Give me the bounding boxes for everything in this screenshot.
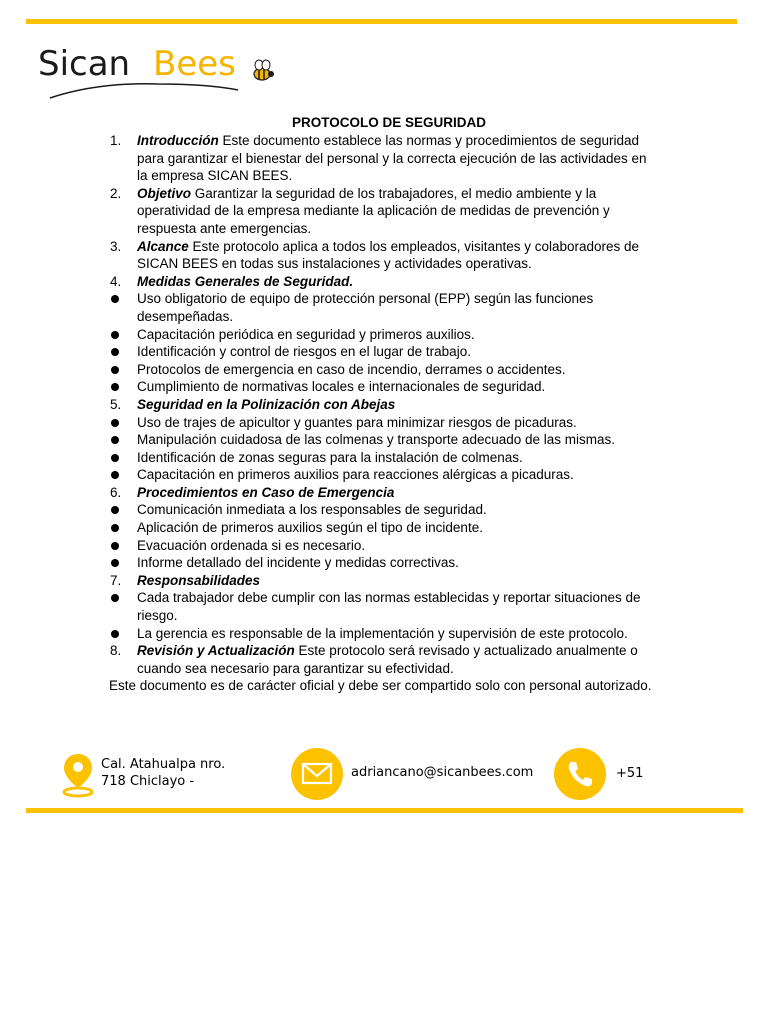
section-text: Este protocolo será revisado y actualizado anualmente o cuando sea necesario para garantizar su efectividad. xyxy=(137,643,638,676)
section-heading: Revisión y Actualización xyxy=(137,643,295,659)
bullet-item xyxy=(109,501,657,519)
logo-word-bees: Bees xyxy=(153,44,236,84)
bullet-icon xyxy=(111,419,119,427)
section-number: 4. xyxy=(110,273,122,289)
section-text: Aplicación de primeros auxilios según el tipo de incidente. xyxy=(137,520,483,536)
section-text: Identificación y control de riesgos en el lugar de trabajo. xyxy=(137,344,471,360)
numbered-section xyxy=(109,572,657,590)
section-heading: Seguridad en la Polinización con Abejas xyxy=(137,396,396,412)
section-text: Garantizar la seguridad de los trabajadores, el medio ambiente y la operatividad de la empresa mediante la aplicación de medidas de prevención y respuesta ante emergencias. xyxy=(137,185,610,236)
numbered-section xyxy=(109,185,657,238)
section-text: Evacuación ordenada si es necesario. xyxy=(137,537,366,553)
section-text: Uso obligatorio de equipo de protección personal (EPP) según las funciones desempeñadas. xyxy=(137,291,594,324)
section-number: 7. xyxy=(110,572,122,588)
section-text: Cada trabajador debe cumplir con las normas establecidas y reportar situaciones de riesgo. xyxy=(137,590,641,624)
bullet-item xyxy=(109,554,657,572)
page-title: PROTOCOLO DE SEGURIDAD xyxy=(291,115,487,130)
bullet-icon xyxy=(111,506,119,514)
section-number: 8. xyxy=(110,643,122,659)
numbered-section xyxy=(109,273,657,291)
bullet-icon xyxy=(111,594,119,602)
phone-number[interactable]: +51 xyxy=(616,766,644,781)
section-text: Comunicación inmediata a los responsables de seguridad. xyxy=(137,502,487,518)
section-heading: Alcance xyxy=(137,238,189,254)
bullet-icon xyxy=(111,436,119,444)
numbered-section xyxy=(109,642,657,677)
section-number: 3. xyxy=(110,238,122,254)
bullet-item xyxy=(109,414,657,432)
bullet-icon xyxy=(111,366,119,374)
numbered-section xyxy=(109,396,657,414)
bullet-icon xyxy=(111,454,119,462)
top-accent-bar xyxy=(26,19,737,24)
section-text: Informe detallado del incidente y medidas correctivas. xyxy=(137,555,459,571)
bee-icon xyxy=(38,44,278,104)
location-pin-icon xyxy=(60,752,96,798)
section-text: Este protocolo aplica a todos los empleados, visitantes y colaboradores de SICAN BEES en todas sus instalaciones y actividades operativas. xyxy=(137,238,640,272)
section-heading: Responsabilidades xyxy=(137,572,261,588)
section-text: Identificación de zonas seguras para la instalación de colmenas. xyxy=(137,449,523,465)
section-text: Cumplimiento de normativas locales e internacionales de seguridad. xyxy=(137,379,546,395)
bullet-item xyxy=(109,326,657,344)
numbered-section xyxy=(109,484,657,502)
bullet-icon xyxy=(111,295,119,303)
address-text: Cal. Atahualpa nro. 718 Chiclayo - xyxy=(101,757,226,789)
bullet-item xyxy=(109,625,657,643)
bullet-item xyxy=(109,449,657,467)
section-number: 6. xyxy=(110,484,122,500)
section-heading: Objetivo xyxy=(137,185,192,201)
email-link[interactable]: adriancano@sicanbees.com xyxy=(351,765,534,780)
bullet-item xyxy=(109,589,657,624)
section-text: Capacitación periódica en seguridad y primeros auxilios. xyxy=(137,326,475,342)
bullet-item xyxy=(109,343,657,361)
phone-icon xyxy=(554,748,606,800)
bullet-icon xyxy=(111,471,119,479)
bullet-icon xyxy=(111,524,119,532)
bullet-item xyxy=(109,361,657,379)
bullet-icon xyxy=(111,331,119,339)
bullet-item xyxy=(109,466,657,484)
section-number: 5. xyxy=(110,396,122,412)
bullet-item xyxy=(109,378,657,396)
bullet-item xyxy=(109,519,657,537)
bullet-icon xyxy=(111,630,119,638)
company-logo xyxy=(38,44,278,104)
bullet-icon xyxy=(111,542,119,550)
section-text: Uso de trajes de apicultor y guantes para minimizar riesgos de picaduras. xyxy=(137,414,577,430)
section-text: Protocolos de emergencia en caso de incendio, derrames o accidentes. xyxy=(137,361,566,377)
bullet-item xyxy=(109,431,657,449)
section-text: Este documento establece las normas y procedimientos de seguridad para garantizar el bienestar del personal y la correcta ejecución de las actividades en la empresa SICAN BEES. xyxy=(137,133,647,184)
contact-footer xyxy=(0,744,768,804)
closing-statement: Este documento es de carácter oficial y debe ser compartido solo con personal autorizado. xyxy=(109,678,652,694)
section-heading: Procedimientos en Caso de Emergencia xyxy=(137,484,395,500)
section-text: Capacitación en primeros auxilios para reacciones alérgicas a picaduras. xyxy=(137,467,574,483)
bullet-icon xyxy=(111,348,119,356)
section-text: Manipulación cuidadosa de las colmenas y transporte adecuado de las mismas. xyxy=(137,432,616,448)
numbered-section xyxy=(109,132,657,185)
section-number: 2. xyxy=(110,185,122,201)
section-heading: Introducción xyxy=(137,133,219,148)
section-text: La gerencia es responsable de la implementación y supervisión de este protocolo. xyxy=(137,625,628,641)
bullet-icon xyxy=(111,559,119,567)
section-heading: Medidas Generales de Seguridad. xyxy=(137,273,354,289)
section-number: 1. xyxy=(110,133,122,148)
protocol-body xyxy=(109,132,657,695)
bullet-icon xyxy=(111,383,119,391)
mail-badge xyxy=(291,748,343,800)
bottom-accent-bar xyxy=(26,808,743,813)
bullet-item xyxy=(109,537,657,555)
mail-icon xyxy=(291,748,343,800)
numbered-section xyxy=(109,238,657,273)
phone-badge xyxy=(554,748,606,800)
logo-word-sican: Sican xyxy=(38,44,131,84)
bullet-item xyxy=(109,290,657,325)
